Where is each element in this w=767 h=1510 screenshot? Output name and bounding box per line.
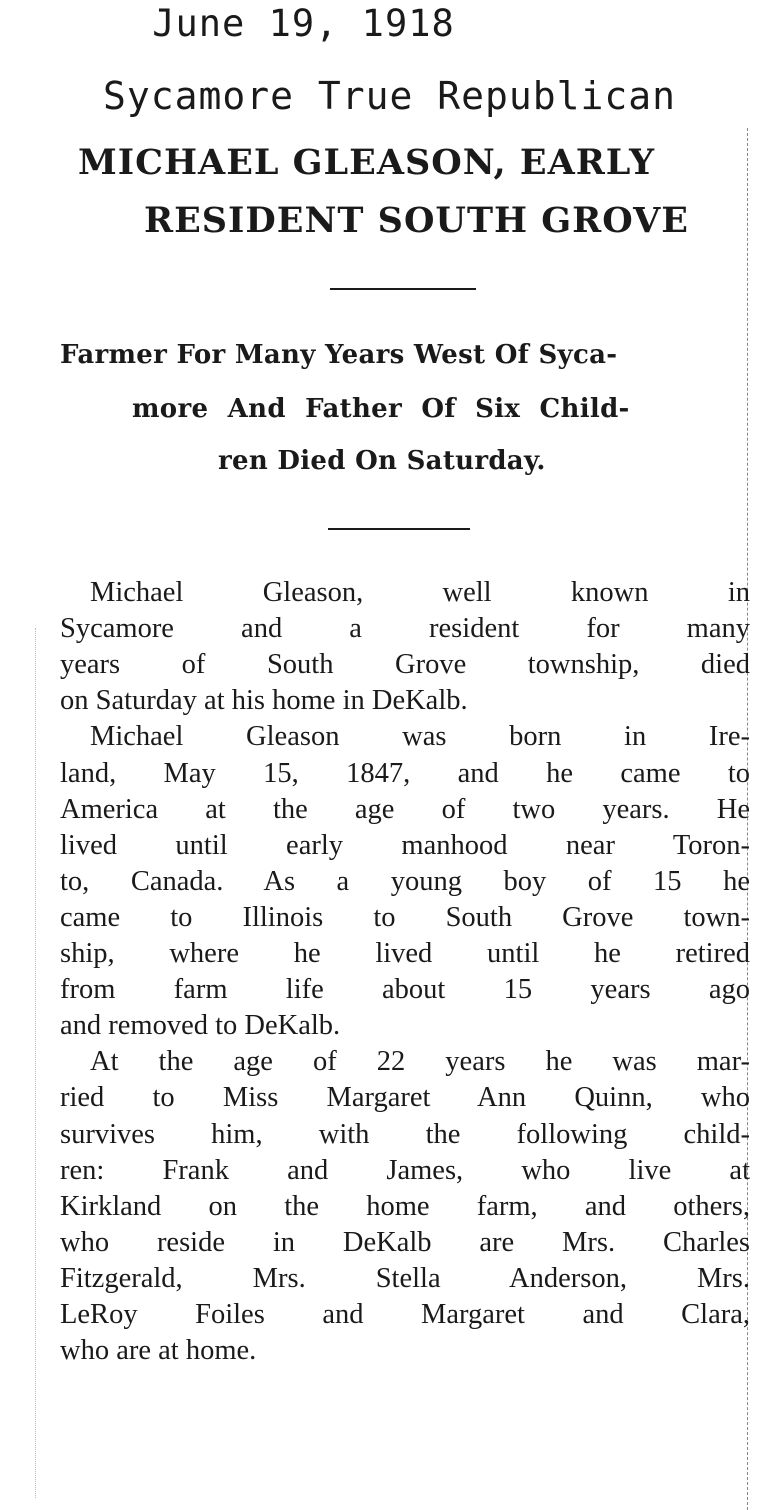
body-line: Kirkland on the home farm, and others, <box>60 1190 750 1222</box>
body-line: who reside in DeKalb are Mrs. Charles <box>60 1226 750 1258</box>
body-line: on Saturday at his home in DeKalb. <box>60 685 468 717</box>
body-line: ship, where he lived until he retired <box>60 938 750 969</box>
body-line: and removed to DeKalb. <box>60 1010 341 1042</box>
body-line: survives him, with the following child- <box>60 1118 750 1150</box>
body-line: land, May 15, 1847, and he came to <box>60 757 750 789</box>
newspaper-clipping <box>30 128 750 1510</box>
newspaper-name: Sycamore True Republican <box>102 74 677 118</box>
body-line: Michael Gleason was born in Ire- <box>90 721 750 753</box>
deck-divider <box>328 528 470 530</box>
body-line: LeRoy Foiles and Margaret and Clara, <box>60 1299 750 1330</box>
headline-line-1: MICHAEL GLEASON, EARLY <box>78 142 656 183</box>
deck-line-3: ren Died On Saturday. <box>218 446 546 476</box>
deck-line-1: Farmer For Many Years West Of Syca- <box>60 340 618 370</box>
column-rule-left <box>35 628 37 1498</box>
body-line: came to Illinois to South Grove town- <box>60 901 750 933</box>
clipping-date: June 19, 1918 <box>152 2 455 45</box>
body-line: Fitzgerald, Mrs. Stella Anderson, Mrs. <box>60 1262 750 1294</box>
body-line: lived until early manhood near Toron- <box>60 829 750 861</box>
body-line: ried to Miss Margaret Ann Quinn, who <box>60 1082 750 1114</box>
headline-line-2: RESIDENT SOUTH GROVE <box>144 200 689 241</box>
body-line: years of South Grove township, died <box>60 649 750 681</box>
body-line: America at the age of two years. He <box>60 793 750 825</box>
body-line: to, Canada. As a young boy of 15 he <box>60 865 750 897</box>
body-line: Michael Gleason, well known in <box>90 577 750 608</box>
body-line: Sycamore and a resident for many <box>60 613 750 645</box>
body-line: ren: Frank and James, who live at <box>60 1154 750 1186</box>
headline-divider <box>330 288 476 290</box>
deck-line-2: more And Father Of Six Child- <box>132 394 630 424</box>
body-line: At the age of 22 years he was mar- <box>90 1046 750 1078</box>
body-line: from farm life about 15 years ago <box>60 974 750 1006</box>
body-line: who are at home. <box>60 1335 257 1367</box>
